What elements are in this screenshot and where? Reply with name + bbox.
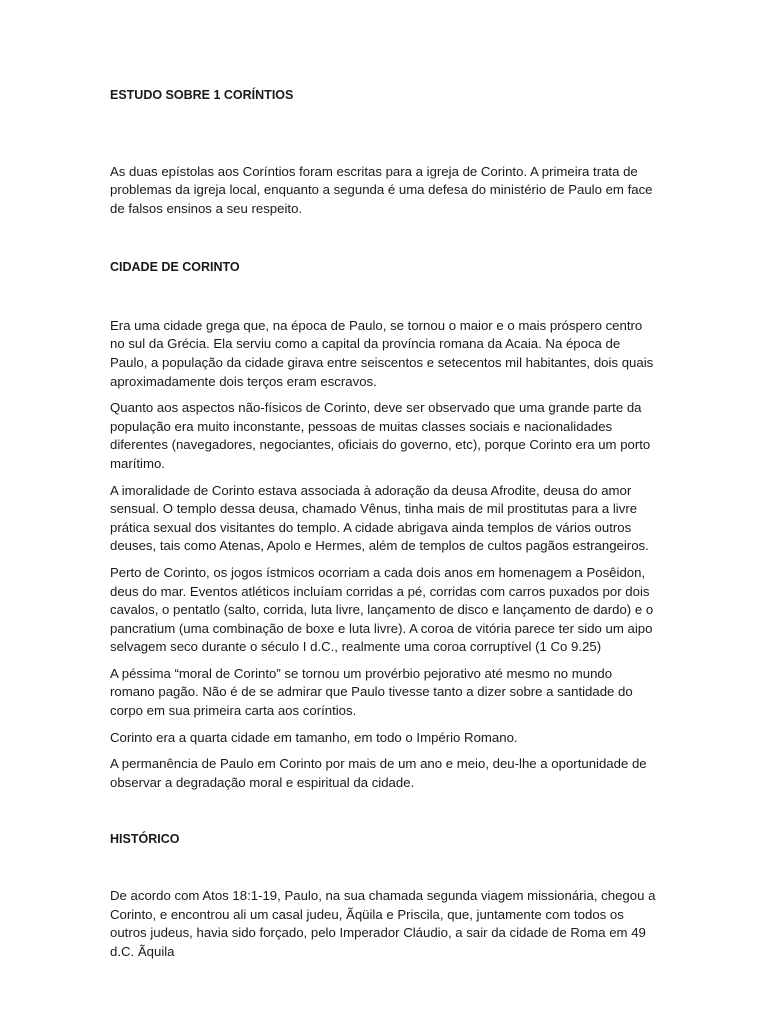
section-heading-cidade: CIDADE DE CORINTO	[110, 260, 240, 275]
document-body	[110, 80, 658, 969]
paragraph: A permanência de Paulo em Corinto por mais de um ano e meio, deu-lhe a oportunidade de observar a degradação moral e espiritual da cidade.	[110, 756, 647, 790]
document-title: ESTUDO SOBRE 1 CORÍNTIOS	[110, 88, 294, 102]
paragraph: Quanto aos aspectos não-físicos de Corinto, deve ser observado que uma grande parte da população era muito inconstante, pessoas de muitas classes sociais e nacionalidades diferentes (navegadores, negociantes, oficiais do governo, etc), porque Corinto era um porto marítimo.	[110, 400, 651, 471]
paragraph: Perto de Corinto, os jogos ístmicos ocorriam a cada dois anos em homenagem a Posêidon, deus do mar. Eventos atléticos incluíam corridas a pé, corridas com carros puxados por dois cavalos, o pentatlo (salto, corrida, luta livre, lançamento de disco e lançamento de dardo) e o pancratium (uma combinação de boxe e luta livre). A coroa de vitória parece ter sido um aipo selvagem seco durante o século I d.C., realmente uma coroa corruptível (1 Co 9.25)	[110, 564, 654, 655]
section-heading-historico: HISTÓRICO	[110, 832, 180, 847]
paragraph: De acordo com Atos 18:1-19, Paulo, na sua chamada segunda viagem missionária, chegou a Corinto, e encontrou ali um casal judeu, Ãqüila e Priscila, que, juntamente com todos os outros judeus, havia sido forçado, pelo Imperador Cláudio, a sair da cidade de Roma em 49 d.C. Ãquila	[110, 887, 656, 959]
paragraph: Era uma cidade grega que, na época de Paulo, se tornou o maior e o mais próspero centro no sul da Grécia. Ela serviu como a capital da província romana da Acaia. Na época de Paulo, a população da cidade girava entre seiscentos e setecentos mil habitantes, dois quais aproximadamente dois terços eram escravos.	[110, 317, 654, 389]
intro-paragraph: As duas epístolas aos Coríntios foram escritas para a igreja de Corinto. A primeira trata de problemas da igreja local, enquanto a segunda é uma defesa do ministério de Paulo em face de falsos ensinos a seu respeito.	[110, 163, 653, 216]
paragraph: A imoralidade de Corinto estava associada à adoração da deusa Afrodite, deusa do amor sensual. O templo dessa deusa, chamado Vênus, tinha mais de mil prostitutas para a livre prática sexual dos visitantes do templo. A cidade abrigava ainda templos de vários outros deuses, tais como Atenas, Apolo e Hermes, além de templos de cultos pagãos estrangeiros.	[110, 482, 649, 554]
paragraph: A péssima “moral de Corinto” se tornou um provérbio pejorativo até mesmo no mundo romano pagão. Não é de se admirar que Paulo tivesse tanto a dizer sobre a santidade do corpo em sua primeira carta aos coríntios.	[110, 665, 633, 719]
paragraph: Corinto era a quarta cidade em tamanho, em todo o Império Romano.	[110, 729, 518, 745]
